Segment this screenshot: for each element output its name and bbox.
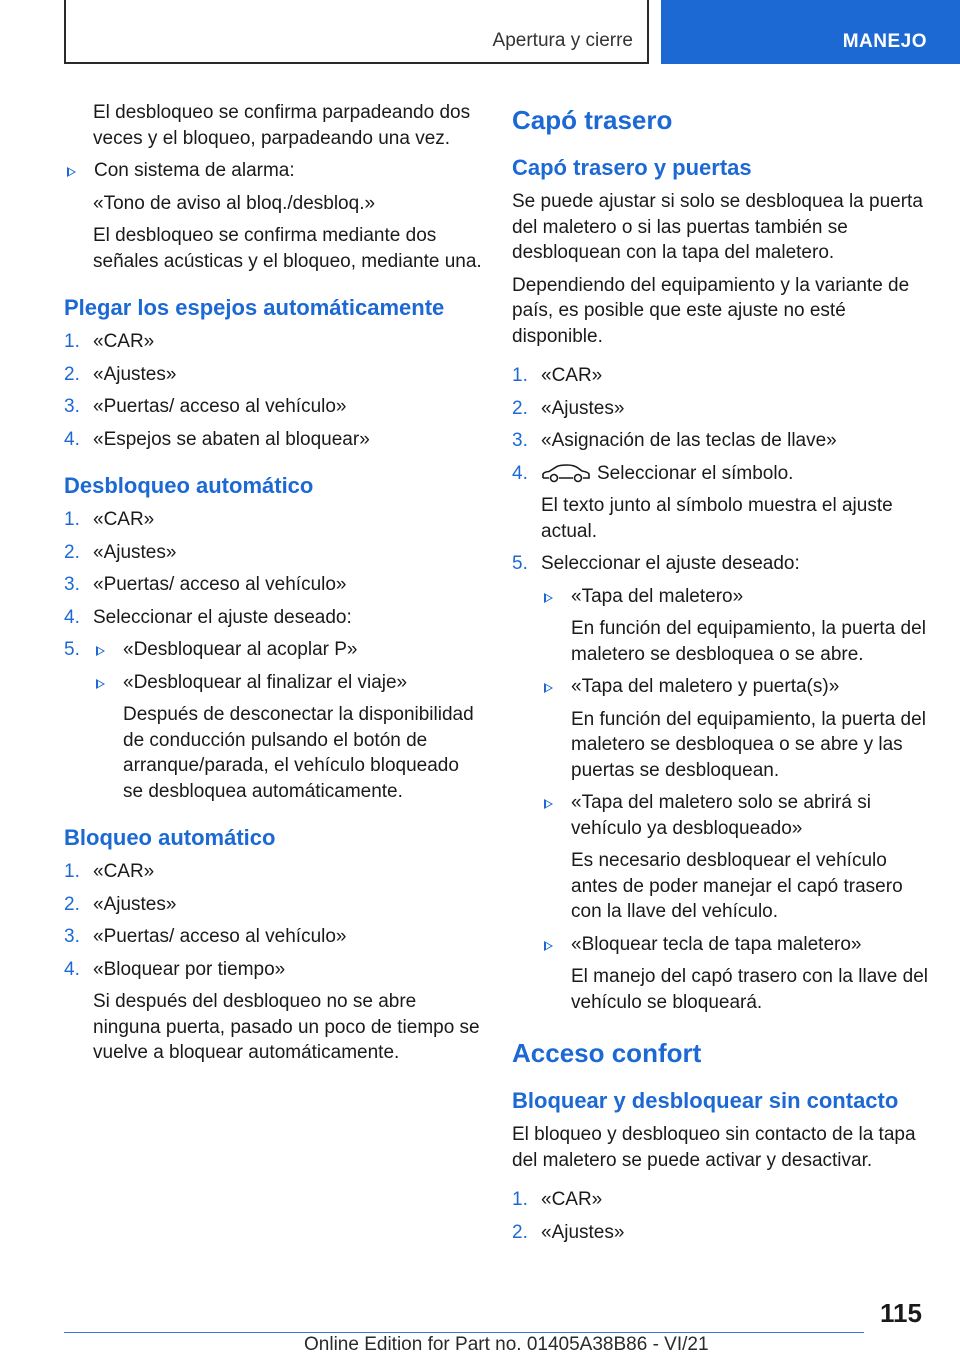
step-text: «CAR» (93, 331, 155, 352)
alarm-description: El desbloqueo se confirma mediante dos señales acústicas y el bloqueo, mediante una. (93, 225, 482, 272)
option-text: «Tapa del maletero solo se abrirá si vehículo ya desbloqueado» (571, 792, 871, 839)
step-number: 1. (512, 1189, 528, 1210)
step-text: «Puertas/ acceso al vehículo» (93, 396, 347, 417)
step-text: Seleccionar el símbolo. (597, 462, 794, 484)
step-text: «Ajustes» (93, 363, 177, 385)
list-item (64, 329, 482, 355)
list-item (64, 572, 482, 598)
triangle-bullet-icon (544, 941, 553, 951)
step-4-description: El texto junto al símbolo muestra el ajuste actual. (541, 495, 893, 542)
step-number: 4. (512, 462, 528, 484)
step-text: «CAR» (541, 1189, 603, 1210)
tailgate-option (512, 932, 930, 958)
list-item (64, 637, 482, 663)
step-number: 3. (512, 430, 528, 451)
unlock-option-1 (93, 637, 482, 663)
triangle-bullet-icon (96, 646, 105, 656)
step-number: 5. (512, 553, 528, 574)
tailgate-doors-heading: Capó trasero y puertas (512, 155, 752, 180)
step-text: Seleccionar el ajuste deseado: (93, 606, 352, 628)
list-item (64, 394, 482, 420)
step-text: «Ajustes» (93, 893, 177, 915)
list-item (64, 957, 482, 983)
page-number: 115 (880, 1298, 922, 1328)
tailgate-heading: Capó trasero (512, 105, 673, 135)
list-item (64, 427, 482, 453)
triangle-bullet-icon (544, 799, 553, 809)
list-item (64, 859, 482, 885)
step-number: 2. (64, 893, 80, 915)
auto-lock-heading: Bloqueo automático (64, 825, 276, 850)
step-number: 4. (64, 606, 80, 628)
list-item (512, 428, 930, 454)
option-description: Es necesario desbloquear el vehículo antes de poder manejar el capó trasero con la llave del vehículo. (571, 850, 903, 922)
option-description: El manejo del capó trasero con la llave del vehículo se bloqueará. (571, 966, 928, 1013)
contactless-paragraph: El bloqueo y desbloqueo sin contacto de la tapa del maletero se puede activar y desactivar. (512, 1124, 916, 1171)
list-item (512, 1220, 930, 1246)
left-column (64, 100, 482, 1073)
step-text: «CAR» (93, 509, 155, 530)
option-text: «Desbloquear al acoplar P» (123, 639, 358, 660)
step-number: 1. (512, 365, 528, 386)
step-number: 2. (512, 1221, 528, 1243)
step-number: 3. (64, 396, 80, 417)
comfort-access-heading: Acceso confort (512, 1038, 702, 1068)
header-section-box (64, 0, 649, 64)
step-text: Seleccionar el ajuste deseado: (541, 553, 800, 574)
list-item (512, 461, 930, 487)
footer-divider (64, 1332, 864, 1333)
unlock-option-2 (64, 670, 482, 696)
step-number: 1. (64, 509, 80, 530)
step-number: 2. (64, 363, 80, 385)
step-number: 1. (64, 861, 80, 882)
step-number: 4. (64, 958, 80, 980)
list-item (64, 892, 482, 918)
step-number: 3. (64, 926, 80, 947)
triangle-bullet-icon (544, 593, 553, 603)
tailgate-option (512, 790, 930, 841)
list-item (512, 1187, 930, 1213)
contactless-heading: Bloquear y desbloquear sin contacto (512, 1088, 899, 1113)
step-text: «CAR» (93, 861, 155, 882)
step-text: «Ajustes» (93, 541, 177, 563)
step-text: «Asignación de las teclas de llave» (541, 430, 837, 451)
step-number: 3. (64, 574, 80, 595)
alarm-bullet (64, 158, 482, 184)
step-number: 1. (64, 331, 80, 352)
option-text: «Tapa del maletero y puerta(s)» (571, 676, 840, 697)
intro-paragraph: El desbloqueo se confirma parpadeando dos veces y el bloqueo, parpadeando una vez. (93, 102, 471, 149)
option-description: En función del equipamiento, la puerta del maletero se desbloquea o se abre. (571, 618, 926, 665)
step-text: «Puertas/ acceso al vehículo» (93, 926, 347, 947)
step-text: «Ajustes» (541, 1221, 625, 1243)
header-chapter-tab (661, 0, 960, 64)
triangle-bullet-icon (96, 679, 105, 689)
step-text: «Espejos se abaten al bloquear» (93, 428, 370, 450)
list-item (512, 363, 930, 389)
option-text: «Bloquear tecla de tapa maletero» (571, 933, 862, 955)
auto-unlock-heading: Desbloqueo automático (64, 473, 314, 498)
list-item (512, 396, 930, 422)
step-text: «CAR» (541, 365, 603, 386)
option-text: «Desbloquear al finalizar el viaje» (123, 671, 408, 693)
auto-lock-description: Si después del desbloqueo no se abre ninguna puerta, pasado un poco de tiempo se vuelve a bloquear automáticamente. (93, 991, 480, 1063)
list-item (64, 507, 482, 533)
tailgate-option (512, 584, 930, 610)
right-column (512, 100, 930, 1252)
triangle-bullet-icon (544, 683, 553, 693)
list-item (64, 605, 482, 631)
step-number: 2. (64, 541, 80, 563)
option-text: «Tapa del maletero» (571, 585, 744, 607)
list-item (64, 362, 482, 388)
list-item (64, 924, 482, 950)
option-description: En función del equipamiento, la puerta del maletero se desbloquea o se abre y las puertas se desbloquean. (571, 708, 926, 781)
step-text: «Puertas/ acceso al vehículo» (93, 574, 347, 595)
tailgate-option (512, 674, 930, 700)
car-symbol-icon (541, 463, 591, 483)
alarm-option: «Tono de aviso al bloq./desbloq.» (93, 192, 376, 214)
header-section-title: Apertura y cierre (492, 30, 633, 51)
header-chapter-label: MANEJO (842, 31, 927, 52)
footer-edition: Online Edition for Part no. 01405A38B86 - VI/21 (304, 1334, 709, 1355)
step-number: 2. (512, 397, 528, 419)
step-number: 4. (64, 428, 80, 450)
list-item (64, 540, 482, 566)
alarm-label: Con sistema de alarma: (94, 160, 295, 181)
unlock-option-2-description: Después de desconectar la disponibilidad de conducción pulsando el botón de arranque/parada, el vehículo bloqueado se desbloquea automáticamente. (123, 704, 474, 802)
fold-mirrors-heading: Plegar los espejos automáticamente (64, 295, 445, 320)
step-text: «Bloquear por tiempo» (93, 958, 286, 980)
triangle-bullet-icon (67, 167, 76, 177)
step-text: «Ajustes» (541, 397, 625, 419)
tailgate-paragraph-1: Se puede ajustar si solo se desbloquea la puerta del maletero o si las puertas también se desbloquean con la tapa del maletero. (512, 191, 923, 263)
step-number: 5. (64, 639, 80, 660)
list-item (512, 551, 930, 577)
tailgate-paragraph-2: Dependiendo del equipamiento y la variante de país, es posible que este ajuste no esté disponible. (512, 274, 910, 347)
